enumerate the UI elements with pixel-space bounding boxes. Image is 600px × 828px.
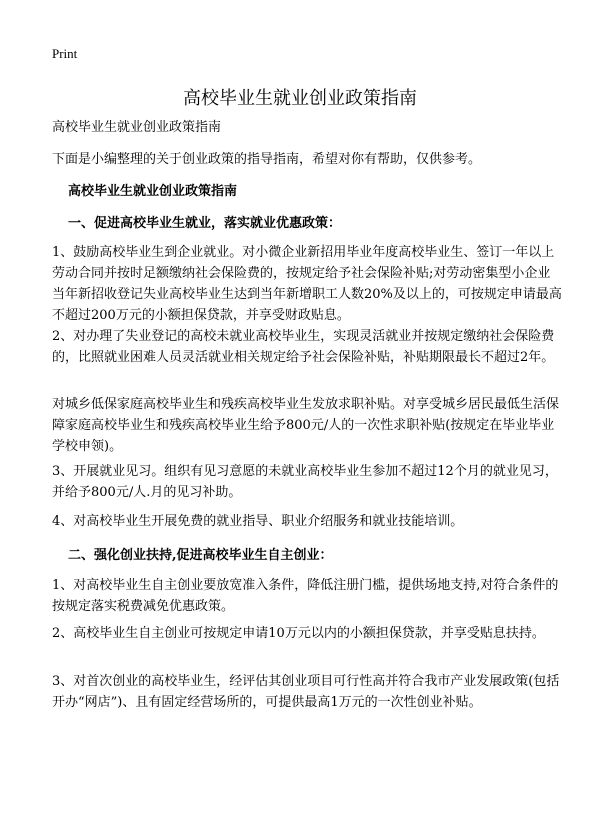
- section-title: 一、促进高校毕业生就业，落实就业优惠政策：: [68, 216, 342, 231]
- section-title: 二、强化创业扶持,促进高校毕业生自主创业：: [68, 548, 333, 563]
- document-subtitle: 高校毕业生就业创业政策指南: [52, 120, 222, 135]
- page-title: 高校毕业生就业创业政策指南: [183, 88, 417, 109]
- section-paragraph: 1、鼓励高校毕业生到企业就业。对小微企业新招用毕业年度高校毕业生、签订一年以上劳动合同并按时足额缴纳社会保险费的，按规定给予社会保险补贴;对劳动密集型小企业当年新招收登记失业高校毕业生达到当年新增职工人数20%及以上的，可按规定申请最高不超过200万元的小额担保贷款，并享受财政贴息。: [52, 245, 562, 323]
- section-paragraph: 2、对办理了失业登记的高校未就业高校毕业生，实现灵活就业并按规定缴纳社会保险费的，比照就业困难人员灵活就业相关规定给予社会保险补贴，补贴期限最长不超过2年。: [52, 329, 555, 365]
- intro-paragraph: 下面是小编整理的关于创业政策的指导指南，希望对你有帮助，仅供参考。: [52, 152, 482, 167]
- section-paragraph: 1、对高校毕业生自主创业要放宽准入条件，降低注册门槛，提供场地支持,对符合条件的按规定落实税费减免优惠政策。: [52, 578, 559, 614]
- section-paragraph: 对城乡低保家庭高校毕业生和残疾高校毕业生发放求职补贴。对享受城乡居民最低生活保障家庭高校毕业生和残疾高校毕业生给予800元/人的一次性求职补贴(按规定在毕业毕业学校申领)。: [52, 397, 560, 454]
- section-paragraph: 4、对高校毕业生开展免费的就业指导、职业介绍服务和就业技能培训。: [52, 514, 464, 529]
- print-link[interactable]: Print: [52, 46, 78, 61]
- document-heading: 高校毕业生就业创业政策指南: [68, 184, 238, 199]
- section-paragraph: 3、开展就业见习。组织有见习意愿的未就业高校毕业生参加不超过12个月的就业见习，并给予800元/人.月的见习补助。: [52, 464, 558, 500]
- section-paragraph: 3、对首次创业的高校毕业生，经评估其创业项目可行性高并符合我市产业发展政策(包括开办“网店”)、且有固定经营场所的，可提供最高1万元的一次性创业补贴。: [52, 674, 560, 710]
- section-paragraph: 2、高校毕业生自主创业可按规定申请10万元以内的小额担保贷款，并享受贴息扶持。: [52, 626, 545, 641]
